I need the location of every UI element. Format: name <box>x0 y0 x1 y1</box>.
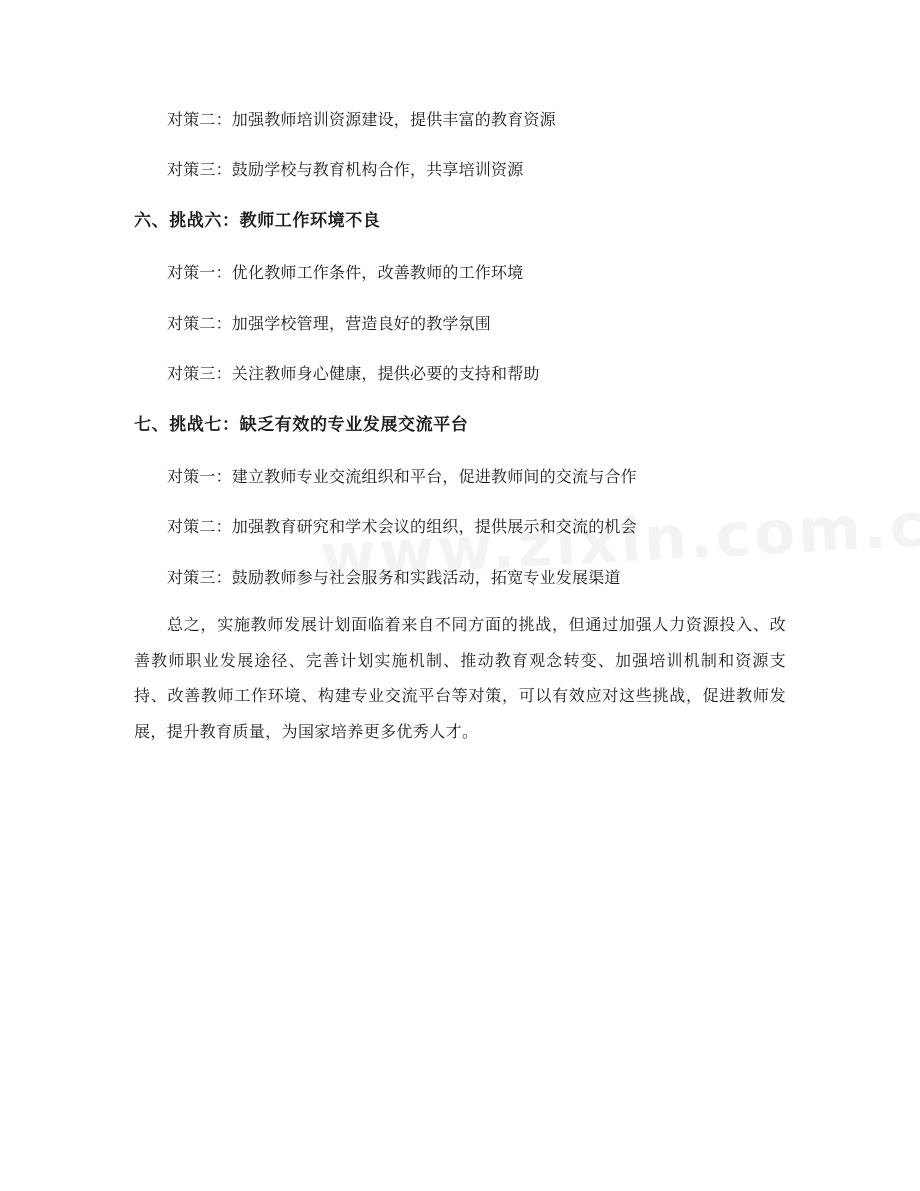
countermeasure-5-2: 对策二：加强教师培训资源建设，提供丰富的教育资源 <box>167 110 556 129</box>
countermeasure-6-1: 对策一：优化教师工作条件，改善教师的工作环境 <box>167 263 524 282</box>
section-heading-6: 六、挑战六：教师工作环境不良 <box>134 211 381 231</box>
countermeasure-7-2: 对策二：加强教育研究和学术会议的组织，提供展示和交流的机会 <box>167 517 637 536</box>
countermeasure-6-3: 对策三：关注教师身心健康，提供必要的支持和帮助 <box>167 364 540 383</box>
conclusion-paragraph: 总之，实施教师发展计划面临着来自不同方面的挑战，但通过加强人力资源投入、改善教师职业发展途径、完善计划实施机制、推动教育观念转变、加强培训机制和资源支持、改善教师工作环境、构建专业交流平台等对策，可以有效应对这些挑战，促进教师发展，提升教育质量，为国家培养更多优秀人才。 <box>134 615 786 741</box>
countermeasure-6-2: 对策二：加强学校管理，营造良好的教学氛围 <box>167 314 492 333</box>
countermeasure-7-1: 对策一：建立教师专业交流组织和平台，促进教师间的交流与合作 <box>167 467 637 486</box>
section-heading-7: 七、挑战七：缺乏有效的专业发展交流平台 <box>134 415 469 435</box>
countermeasure-5-3: 对策三：鼓励学校与教育机构合作，共享培训资源 <box>167 160 524 179</box>
countermeasure-7-3: 对策三：鼓励教师参与社会服务和实践活动，拓宽专业发展渠道 <box>167 568 621 587</box>
